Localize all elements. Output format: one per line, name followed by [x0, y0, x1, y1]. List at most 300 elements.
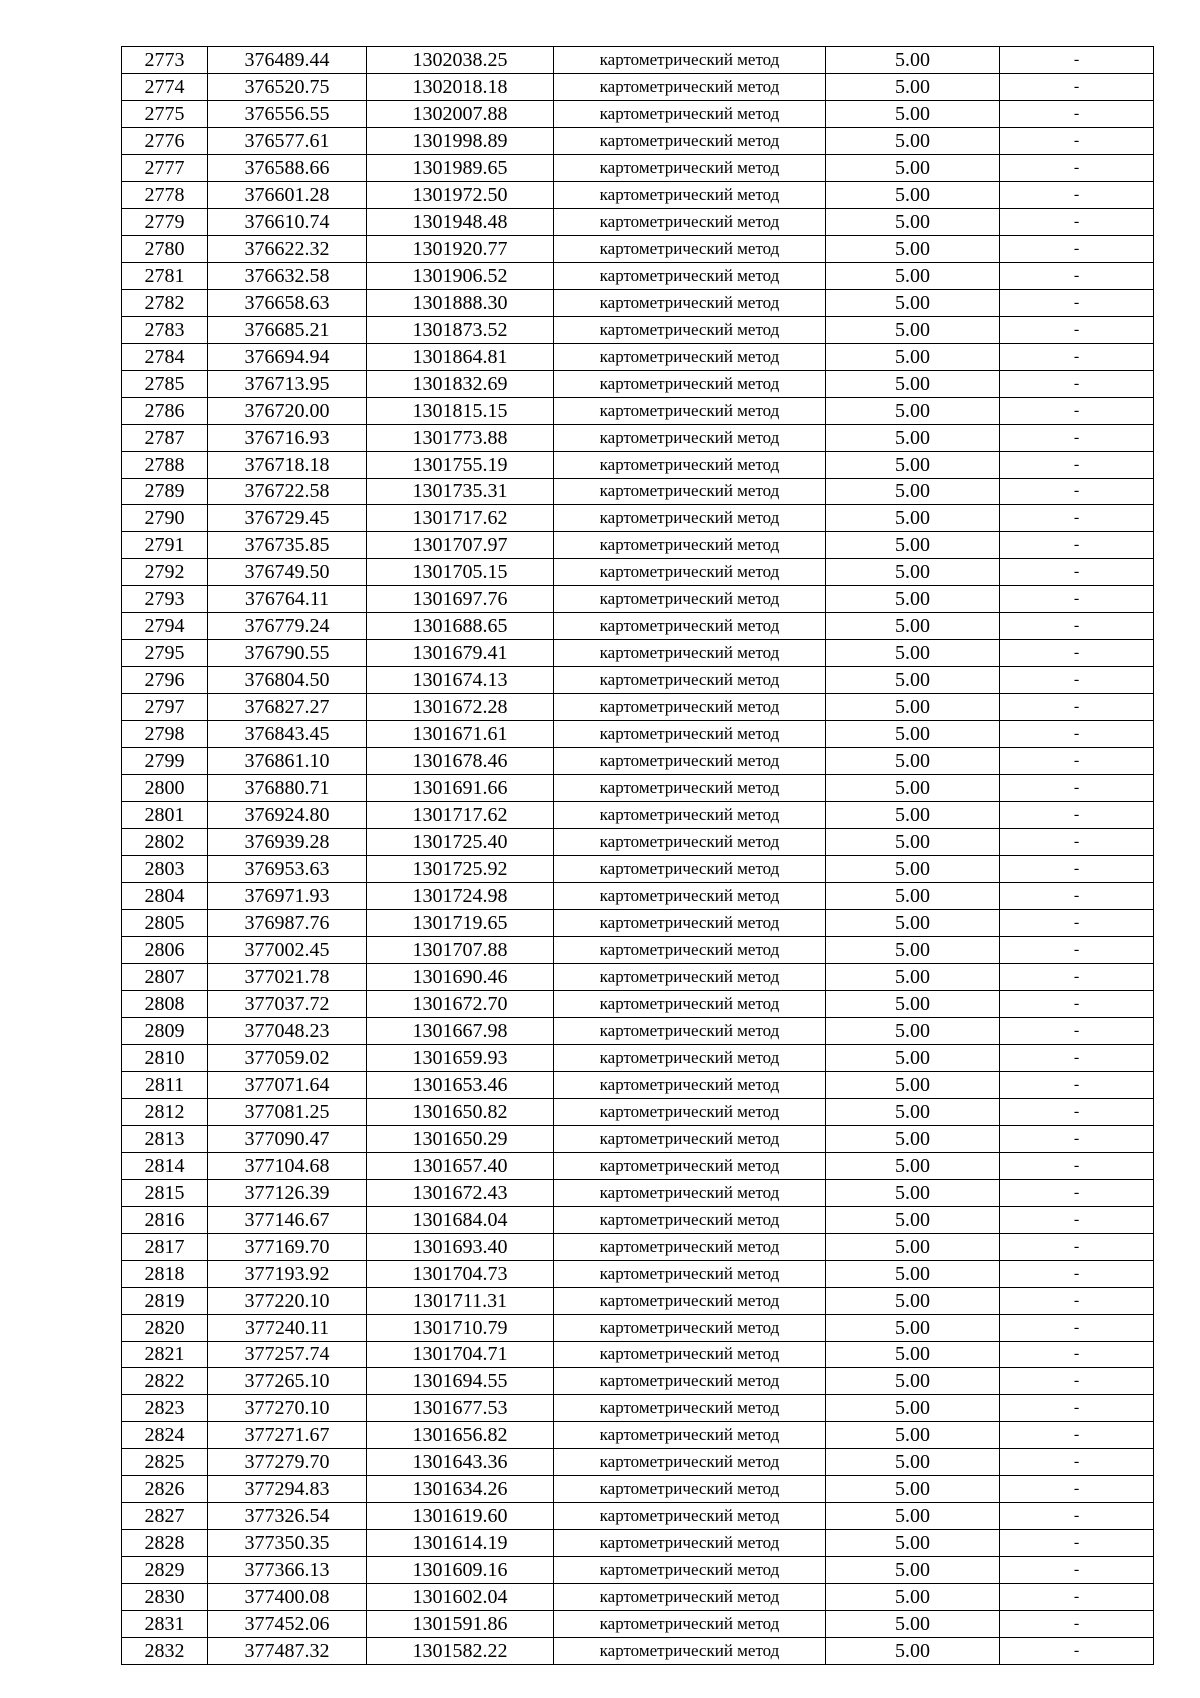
point-number-cell: 2799 — [122, 748, 208, 775]
table-row — [122, 1152, 1154, 1179]
method-cell: картометрический метод — [554, 559, 826, 586]
x-coordinate-cell: 377021.78 — [208, 963, 367, 990]
point-number-cell: 2795 — [122, 640, 208, 667]
point-number-cell: 2794 — [122, 613, 208, 640]
method-cell: картометрический метод — [554, 532, 826, 559]
method-cell: картометрический метод — [554, 936, 826, 963]
point-number-cell: 2793 — [122, 586, 208, 613]
table-row — [122, 1017, 1154, 1044]
note-cell: - — [1000, 127, 1154, 154]
point-number-cell: 2831 — [122, 1611, 208, 1638]
y-coordinate-cell: 1301717.62 — [367, 802, 554, 829]
x-coordinate-cell: 376658.63 — [208, 289, 367, 316]
y-coordinate-cell: 1301707.97 — [367, 532, 554, 559]
table-row — [122, 1503, 1154, 1530]
accuracy-cell: 5.00 — [826, 1476, 1000, 1503]
accuracy-cell: 5.00 — [826, 1449, 1000, 1476]
x-coordinate-cell: 376924.80 — [208, 802, 367, 829]
point-number-cell: 2805 — [122, 910, 208, 937]
point-number-cell: 2800 — [122, 775, 208, 802]
method-cell: картометрический метод — [554, 1260, 826, 1287]
accuracy-cell: 5.00 — [826, 1260, 1000, 1287]
note-cell: - — [1000, 262, 1154, 289]
x-coordinate-cell: 376749.50 — [208, 559, 367, 586]
note-cell: - — [1000, 1503, 1154, 1530]
method-cell: картометрический метод — [554, 910, 826, 937]
point-number-cell: 2806 — [122, 936, 208, 963]
accuracy-cell: 5.00 — [826, 73, 1000, 100]
y-coordinate-cell: 1301677.53 — [367, 1395, 554, 1422]
x-coordinate-cell: 377126.39 — [208, 1179, 367, 1206]
note-cell: - — [1000, 1395, 1154, 1422]
x-coordinate-cell: 377090.47 — [208, 1125, 367, 1152]
method-cell: картометрический метод — [554, 990, 826, 1017]
method-cell: картометрический метод — [554, 1449, 826, 1476]
point-number-cell: 2814 — [122, 1152, 208, 1179]
point-number-cell: 2779 — [122, 208, 208, 235]
y-coordinate-cell: 1301725.92 — [367, 856, 554, 883]
y-coordinate-cell: 1301888.30 — [367, 289, 554, 316]
point-number-cell: 2821 — [122, 1341, 208, 1368]
point-number-cell: 2812 — [122, 1098, 208, 1125]
method-cell: картометрический метод — [554, 1071, 826, 1098]
note-cell: - — [1000, 478, 1154, 505]
method-cell: картометрический метод — [554, 748, 826, 775]
accuracy-cell: 5.00 — [826, 586, 1000, 613]
y-coordinate-cell: 1301710.79 — [367, 1314, 554, 1341]
x-coordinate-cell: 377270.10 — [208, 1395, 367, 1422]
accuracy-cell: 5.00 — [826, 856, 1000, 883]
method-cell: картометрический метод — [554, 1179, 826, 1206]
y-coordinate-cell: 1301906.52 — [367, 262, 554, 289]
x-coordinate-cell: 376718.18 — [208, 451, 367, 478]
accuracy-cell: 5.00 — [826, 559, 1000, 586]
table-row — [122, 1584, 1154, 1611]
x-coordinate-cell: 377081.25 — [208, 1098, 367, 1125]
method-cell: картометрический метод — [554, 1341, 826, 1368]
point-number-cell: 2782 — [122, 289, 208, 316]
table-row — [122, 1449, 1154, 1476]
method-cell: картометрический метод — [554, 100, 826, 127]
method-cell: картометрический метод — [554, 289, 826, 316]
method-cell: картометрический метод — [554, 343, 826, 370]
accuracy-cell: 5.00 — [826, 235, 1000, 262]
accuracy-cell: 5.00 — [826, 1368, 1000, 1395]
accuracy-cell: 5.00 — [826, 1206, 1000, 1233]
point-number-cell: 2792 — [122, 559, 208, 586]
note-cell: - — [1000, 748, 1154, 775]
accuracy-cell: 5.00 — [826, 316, 1000, 343]
table-row — [122, 721, 1154, 748]
note-cell: - — [1000, 936, 1154, 963]
point-number-cell: 2820 — [122, 1314, 208, 1341]
table-row — [122, 1530, 1154, 1557]
x-coordinate-cell: 376716.93 — [208, 424, 367, 451]
y-coordinate-cell: 1301705.15 — [367, 559, 554, 586]
point-number-cell: 2774 — [122, 73, 208, 100]
y-coordinate-cell: 1301998.89 — [367, 127, 554, 154]
table-row — [122, 181, 1154, 208]
x-coordinate-cell: 377400.08 — [208, 1584, 367, 1611]
table-row — [122, 748, 1154, 775]
accuracy-cell: 5.00 — [826, 100, 1000, 127]
note-cell: - — [1000, 1044, 1154, 1071]
accuracy-cell: 5.00 — [826, 505, 1000, 532]
y-coordinate-cell: 1301656.82 — [367, 1422, 554, 1449]
point-number-cell: 2785 — [122, 370, 208, 397]
accuracy-cell: 5.00 — [826, 963, 1000, 990]
y-coordinate-cell: 1301690.46 — [367, 963, 554, 990]
point-number-cell: 2778 — [122, 181, 208, 208]
accuracy-cell: 5.00 — [826, 990, 1000, 1017]
method-cell: картометрический метод — [554, 1287, 826, 1314]
x-coordinate-cell: 376843.45 — [208, 721, 367, 748]
x-coordinate-cell: 377326.54 — [208, 1503, 367, 1530]
accuracy-cell: 5.00 — [826, 1530, 1000, 1557]
y-coordinate-cell: 1301684.04 — [367, 1206, 554, 1233]
method-cell: картометрический метод — [554, 1152, 826, 1179]
table-row — [122, 127, 1154, 154]
note-cell: - — [1000, 208, 1154, 235]
accuracy-cell: 5.00 — [826, 1233, 1000, 1260]
table-row — [122, 1638, 1154, 1665]
method-cell: картометрический метод — [554, 1638, 826, 1665]
table-row — [122, 73, 1154, 100]
note-cell: - — [1000, 1530, 1154, 1557]
table-row — [122, 640, 1154, 667]
x-coordinate-cell: 377240.11 — [208, 1314, 367, 1341]
note-cell: - — [1000, 1287, 1154, 1314]
method-cell: картометрический метод — [554, 694, 826, 721]
y-coordinate-cell: 1301609.16 — [367, 1557, 554, 1584]
accuracy-cell: 5.00 — [826, 613, 1000, 640]
note-cell: - — [1000, 1341, 1154, 1368]
x-coordinate-cell: 376861.10 — [208, 748, 367, 775]
method-cell: картометрический метод — [554, 127, 826, 154]
x-coordinate-cell: 376827.27 — [208, 694, 367, 721]
point-number-cell: 2811 — [122, 1071, 208, 1098]
x-coordinate-cell: 376804.50 — [208, 667, 367, 694]
x-coordinate-cell: 376953.63 — [208, 856, 367, 883]
point-number-cell: 2797 — [122, 694, 208, 721]
x-coordinate-cell: 377002.45 — [208, 936, 367, 963]
note-cell: - — [1000, 586, 1154, 613]
y-coordinate-cell: 1301667.98 — [367, 1017, 554, 1044]
y-coordinate-cell: 1301634.26 — [367, 1476, 554, 1503]
point-number-cell: 2775 — [122, 100, 208, 127]
table-row — [122, 1341, 1154, 1368]
accuracy-cell: 5.00 — [826, 667, 1000, 694]
x-coordinate-cell: 376588.66 — [208, 154, 367, 181]
point-number-cell: 2815 — [122, 1179, 208, 1206]
method-cell: картометрический метод — [554, 883, 826, 910]
note-cell: - — [1000, 559, 1154, 586]
table-row — [122, 586, 1154, 613]
x-coordinate-cell: 376735.85 — [208, 532, 367, 559]
method-cell: картометрический метод — [554, 235, 826, 262]
note-cell: - — [1000, 1017, 1154, 1044]
point-number-cell: 2804 — [122, 883, 208, 910]
accuracy-cell: 5.00 — [826, 154, 1000, 181]
y-coordinate-cell: 1301678.46 — [367, 748, 554, 775]
x-coordinate-cell: 377193.92 — [208, 1260, 367, 1287]
note-cell: - — [1000, 397, 1154, 424]
note-cell: - — [1000, 1638, 1154, 1665]
accuracy-cell: 5.00 — [826, 451, 1000, 478]
table-row — [122, 829, 1154, 856]
note-cell: - — [1000, 451, 1154, 478]
method-cell: картометрический метод — [554, 1584, 826, 1611]
point-number-cell: 2817 — [122, 1233, 208, 1260]
x-coordinate-cell: 377279.70 — [208, 1449, 367, 1476]
y-coordinate-cell: 1301602.04 — [367, 1584, 554, 1611]
x-coordinate-cell: 377220.10 — [208, 1287, 367, 1314]
point-number-cell: 2822 — [122, 1368, 208, 1395]
point-number-cell: 2832 — [122, 1638, 208, 1665]
accuracy-cell: 5.00 — [826, 1638, 1000, 1665]
point-number-cell: 2829 — [122, 1557, 208, 1584]
y-coordinate-cell: 1301989.65 — [367, 154, 554, 181]
x-coordinate-cell: 376556.55 — [208, 100, 367, 127]
table-row — [122, 856, 1154, 883]
accuracy-cell: 5.00 — [826, 181, 1000, 208]
point-number-cell: 2823 — [122, 1395, 208, 1422]
method-cell: картометрический метод — [554, 1314, 826, 1341]
x-coordinate-cell: 377059.02 — [208, 1044, 367, 1071]
note-cell: - — [1000, 47, 1154, 74]
x-coordinate-cell: 376489.44 — [208, 47, 367, 74]
table-row — [122, 883, 1154, 910]
note-cell: - — [1000, 1125, 1154, 1152]
method-cell: картометрический метод — [554, 154, 826, 181]
point-number-cell: 2781 — [122, 262, 208, 289]
x-coordinate-cell: 376790.55 — [208, 640, 367, 667]
accuracy-cell: 5.00 — [826, 1395, 1000, 1422]
note-cell: - — [1000, 343, 1154, 370]
table-row — [122, 1071, 1154, 1098]
y-coordinate-cell: 1302007.88 — [367, 100, 554, 127]
table-row — [122, 990, 1154, 1017]
method-cell: картометрический метод — [554, 963, 826, 990]
table-row — [122, 424, 1154, 451]
note-cell: - — [1000, 235, 1154, 262]
accuracy-cell: 5.00 — [826, 397, 1000, 424]
note-cell: - — [1000, 1557, 1154, 1584]
accuracy-cell: 5.00 — [826, 343, 1000, 370]
y-coordinate-cell: 1301724.98 — [367, 883, 554, 910]
note-cell: - — [1000, 1314, 1154, 1341]
y-coordinate-cell: 1301650.29 — [367, 1125, 554, 1152]
y-coordinate-cell: 1301972.50 — [367, 181, 554, 208]
x-coordinate-cell: 377104.68 — [208, 1152, 367, 1179]
table-row — [122, 316, 1154, 343]
table-row — [122, 343, 1154, 370]
accuracy-cell: 5.00 — [826, 478, 1000, 505]
method-cell: картометрический метод — [554, 424, 826, 451]
point-number-cell: 2791 — [122, 532, 208, 559]
accuracy-cell: 5.00 — [826, 424, 1000, 451]
note-cell: - — [1000, 316, 1154, 343]
accuracy-cell: 5.00 — [826, 1287, 1000, 1314]
note-cell: - — [1000, 100, 1154, 127]
accuracy-cell: 5.00 — [826, 1503, 1000, 1530]
x-coordinate-cell: 377265.10 — [208, 1368, 367, 1395]
point-number-cell: 2807 — [122, 963, 208, 990]
note-cell: - — [1000, 532, 1154, 559]
table-row — [122, 613, 1154, 640]
table-row — [122, 1179, 1154, 1206]
accuracy-cell: 5.00 — [826, 802, 1000, 829]
point-number-cell: 2826 — [122, 1476, 208, 1503]
note-cell: - — [1000, 370, 1154, 397]
point-number-cell: 2813 — [122, 1125, 208, 1152]
y-coordinate-cell: 1302038.25 — [367, 47, 554, 74]
note-cell: - — [1000, 829, 1154, 856]
method-cell: картометрический метод — [554, 1476, 826, 1503]
y-coordinate-cell: 1301725.40 — [367, 829, 554, 856]
x-coordinate-cell: 376764.11 — [208, 586, 367, 613]
table-row — [122, 154, 1154, 181]
accuracy-cell: 5.00 — [826, 289, 1000, 316]
accuracy-cell: 5.00 — [826, 1422, 1000, 1449]
method-cell: картометрический метод — [554, 451, 826, 478]
method-cell: картометрический метод — [554, 47, 826, 74]
x-coordinate-cell: 377271.67 — [208, 1422, 367, 1449]
point-number-cell: 2819 — [122, 1287, 208, 1314]
y-coordinate-cell: 1301707.88 — [367, 936, 554, 963]
table-row — [122, 397, 1154, 424]
note-cell: - — [1000, 990, 1154, 1017]
y-coordinate-cell: 1301679.41 — [367, 640, 554, 667]
method-cell: картометрический метод — [554, 478, 826, 505]
x-coordinate-cell: 376729.45 — [208, 505, 367, 532]
point-number-cell: 2773 — [122, 47, 208, 74]
method-cell: картометрический метод — [554, 802, 826, 829]
method-cell: картометрический метод — [554, 640, 826, 667]
note-cell: - — [1000, 505, 1154, 532]
y-coordinate-cell: 1301704.73 — [367, 1260, 554, 1287]
x-coordinate-cell: 376779.24 — [208, 613, 367, 640]
point-number-cell: 2803 — [122, 856, 208, 883]
table-row — [122, 1314, 1154, 1341]
point-number-cell: 2809 — [122, 1017, 208, 1044]
accuracy-cell: 5.00 — [826, 1341, 1000, 1368]
note-cell: - — [1000, 1260, 1154, 1287]
accuracy-cell: 5.00 — [826, 721, 1000, 748]
accuracy-cell: 5.00 — [826, 1071, 1000, 1098]
x-coordinate-cell: 376601.28 — [208, 181, 367, 208]
x-coordinate-cell: 376987.76 — [208, 910, 367, 937]
method-cell: картометрический метод — [554, 397, 826, 424]
table-row — [122, 1422, 1154, 1449]
point-number-cell: 2788 — [122, 451, 208, 478]
point-number-cell: 2830 — [122, 1584, 208, 1611]
point-number-cell: 2777 — [122, 154, 208, 181]
method-cell: картометрический метод — [554, 262, 826, 289]
table-row — [122, 694, 1154, 721]
x-coordinate-cell: 376939.28 — [208, 829, 367, 856]
note-cell: - — [1000, 181, 1154, 208]
y-coordinate-cell: 1301672.43 — [367, 1179, 554, 1206]
note-cell: - — [1000, 1071, 1154, 1098]
y-coordinate-cell: 1301653.46 — [367, 1071, 554, 1098]
x-coordinate-cell: 376713.95 — [208, 370, 367, 397]
table-row — [122, 208, 1154, 235]
y-coordinate-cell: 1301694.55 — [367, 1368, 554, 1395]
method-cell: картометрический метод — [554, 775, 826, 802]
y-coordinate-cell: 1302018.18 — [367, 73, 554, 100]
table-body — [122, 47, 1154, 1665]
note-cell: - — [1000, 1098, 1154, 1125]
note-cell: - — [1000, 694, 1154, 721]
method-cell: картометрический метод — [554, 1233, 826, 1260]
point-number-cell: 2783 — [122, 316, 208, 343]
note-cell: - — [1000, 1233, 1154, 1260]
method-cell: картометрический метод — [554, 1530, 826, 1557]
method-cell: картометрический метод — [554, 73, 826, 100]
y-coordinate-cell: 1301674.13 — [367, 667, 554, 694]
table-row — [122, 775, 1154, 802]
y-coordinate-cell: 1301657.40 — [367, 1152, 554, 1179]
point-number-cell: 2828 — [122, 1530, 208, 1557]
note-cell: - — [1000, 613, 1154, 640]
method-cell: картометрический метод — [554, 829, 826, 856]
method-cell: картометрический метод — [554, 1098, 826, 1125]
x-coordinate-cell: 376722.58 — [208, 478, 367, 505]
x-coordinate-cell: 377350.35 — [208, 1530, 367, 1557]
point-number-cell: 2825 — [122, 1449, 208, 1476]
table-row — [122, 505, 1154, 532]
method-cell: картометрический метод — [554, 586, 826, 613]
x-coordinate-cell: 376520.75 — [208, 73, 367, 100]
y-coordinate-cell: 1301619.60 — [367, 1503, 554, 1530]
y-coordinate-cell: 1301864.81 — [367, 343, 554, 370]
note-cell: - — [1000, 856, 1154, 883]
method-cell: картометрический метод — [554, 1557, 826, 1584]
y-coordinate-cell: 1301873.52 — [367, 316, 554, 343]
x-coordinate-cell: 376610.74 — [208, 208, 367, 235]
table-row — [122, 1233, 1154, 1260]
y-coordinate-cell: 1301614.19 — [367, 1530, 554, 1557]
point-number-cell: 2802 — [122, 829, 208, 856]
accuracy-cell: 5.00 — [826, 694, 1000, 721]
x-coordinate-cell: 376622.32 — [208, 235, 367, 262]
table-row — [122, 559, 1154, 586]
note-cell: - — [1000, 640, 1154, 667]
note-cell: - — [1000, 721, 1154, 748]
accuracy-cell: 5.00 — [826, 127, 1000, 154]
method-cell: картометрический метод — [554, 613, 826, 640]
y-coordinate-cell: 1301693.40 — [367, 1233, 554, 1260]
x-coordinate-cell: 377037.72 — [208, 990, 367, 1017]
y-coordinate-cell: 1301948.48 — [367, 208, 554, 235]
note-cell: - — [1000, 1179, 1154, 1206]
y-coordinate-cell: 1301582.22 — [367, 1638, 554, 1665]
method-cell: картометрический метод — [554, 208, 826, 235]
x-coordinate-cell: 376720.00 — [208, 397, 367, 424]
point-number-cell: 2827 — [122, 1503, 208, 1530]
note-cell: - — [1000, 667, 1154, 694]
y-coordinate-cell: 1301650.82 — [367, 1098, 554, 1125]
y-coordinate-cell: 1301717.62 — [367, 505, 554, 532]
method-cell: картометрический метод — [554, 316, 826, 343]
x-coordinate-cell: 376880.71 — [208, 775, 367, 802]
note-cell: - — [1000, 1422, 1154, 1449]
accuracy-cell: 5.00 — [826, 1314, 1000, 1341]
point-number-cell: 2818 — [122, 1260, 208, 1287]
method-cell: картометрический метод — [554, 721, 826, 748]
y-coordinate-cell: 1301711.31 — [367, 1287, 554, 1314]
